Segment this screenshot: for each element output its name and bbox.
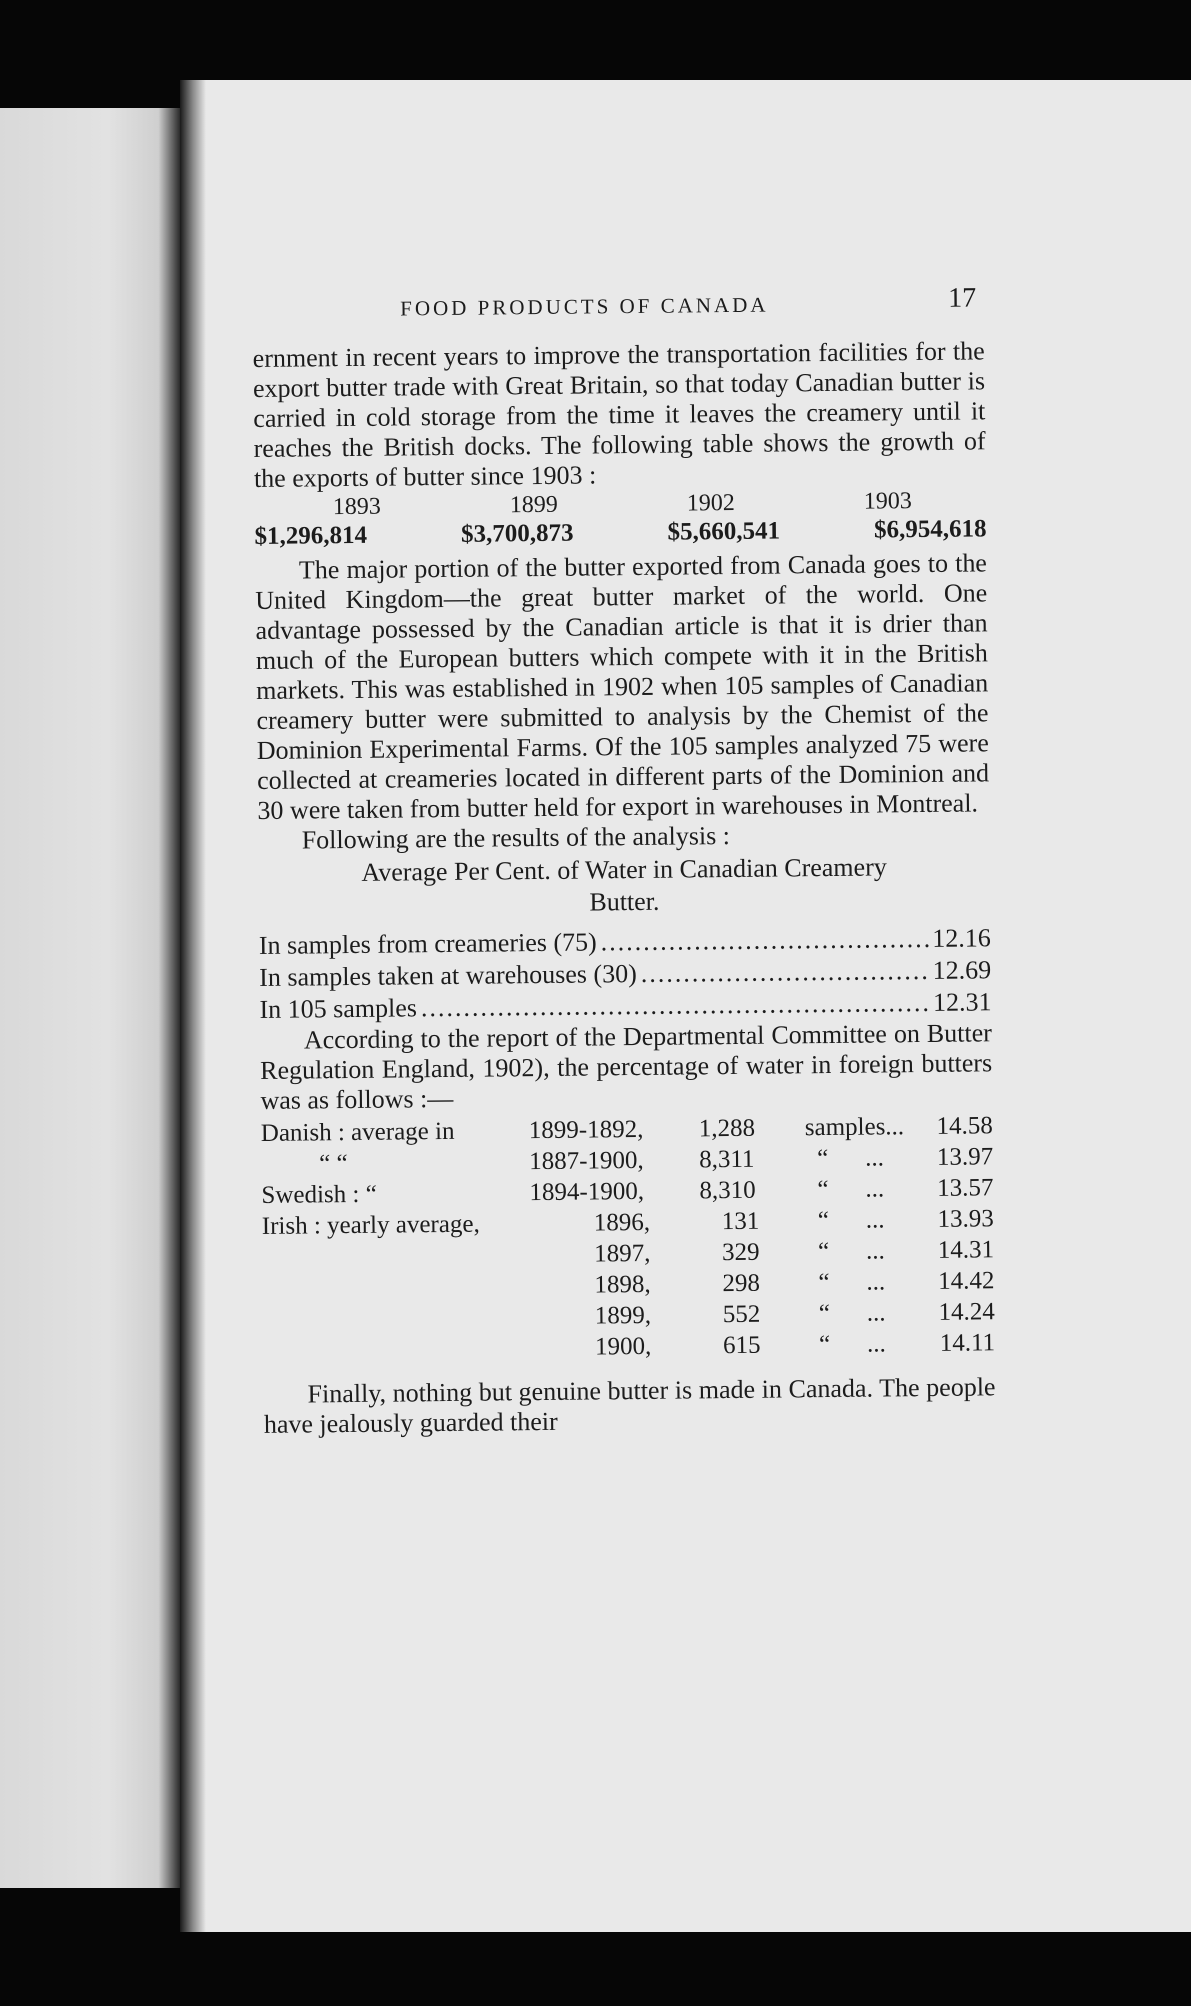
water-table-caption-line1: Average Per Cent. of Water in Canadian Creamery xyxy=(361,852,887,887)
foreign-row-dots: ... xyxy=(865,1175,885,1203)
foreign-row-period: 1896, xyxy=(593,1208,651,1237)
foreign-row-count: 615 xyxy=(722,1331,761,1360)
foreign-row-ditto: “ xyxy=(817,1238,830,1266)
book-gutter xyxy=(180,80,206,1932)
foreign-row-period: 1887-1900, xyxy=(529,1146,644,1176)
body-paragraph-5: Finally, nothing but genuine butter is made in Canada. The people have jealously guarded their xyxy=(263,1372,996,1439)
foreign-row-count: 8,310 xyxy=(699,1176,756,1205)
foreign-row-count: 8,311 xyxy=(698,1145,755,1174)
foreign-row-dots: ... xyxy=(866,1330,886,1358)
water-row-value: 12.69 xyxy=(932,955,992,985)
facing-page-edge xyxy=(0,108,180,1888)
body-paragraph-3: Following are the results of the analysis : xyxy=(301,821,731,855)
foreign-row-dots: ... xyxy=(866,1299,886,1327)
foreign-row-label: Danish : average in xyxy=(260,1117,455,1147)
foreign-row-dots: ... xyxy=(865,1237,885,1265)
foreign-butter-table xyxy=(261,1110,996,1366)
running-head xyxy=(252,282,984,330)
export-year: 1899 xyxy=(509,491,558,519)
export-value: $3,700,873 xyxy=(460,519,574,548)
page-number: 17 xyxy=(947,282,977,314)
foreign-row-label: “ “ xyxy=(319,1150,348,1178)
dot-leader xyxy=(421,987,929,1024)
water-table-caption-line2: Butter. xyxy=(589,886,660,917)
foreign-row-period: 1894-1900, xyxy=(529,1177,645,1207)
foreign-row-value: 13.93 xyxy=(937,1205,994,1233)
foreign-row-ditto: “ xyxy=(817,1176,829,1204)
foreign-row-ditto: “ xyxy=(818,1269,830,1297)
foreign-row-value: 14.11 xyxy=(939,1329,996,1357)
foreign-row-count: 329 xyxy=(721,1238,760,1267)
intro-paragraph: ernment in recent years to improve the transportation facilities for the export butter trade with Great Britain, so that today Canadian butter is carried in cold storage from the time it leaves the creamery until it reaches the British docks. The following table shows the growth of the exports of butter since 1903 : xyxy=(252,336,986,493)
export-year: 1902 xyxy=(686,489,735,517)
foreign-row-ditto: “ xyxy=(818,1300,831,1328)
page-content xyxy=(252,282,996,1440)
foreign-row-label: Swedish : “ xyxy=(261,1180,377,1209)
foreign-row-period: 1900, xyxy=(594,1332,652,1361)
running-head-title: FOOD PRODUCTS OF CANADA xyxy=(400,292,769,321)
dot-leader xyxy=(641,955,929,990)
foreign-row-value: 13.57 xyxy=(937,1174,994,1202)
export-value: $1,296,814 xyxy=(254,521,368,550)
foreign-row-ditto: “ xyxy=(818,1331,831,1359)
water-row-value: 12.31 xyxy=(932,987,992,1017)
foreign-row-value: 14.24 xyxy=(938,1298,995,1326)
body-paragraph-4: According to the report of the Departmental Committee on Butter Regulation England, 1902), the percentage of water in foreign butters was as follows :— xyxy=(260,1018,993,1115)
water-row-label: In samples taken at warehouses (30) xyxy=(259,959,637,992)
foreign-row-value: 14.42 xyxy=(938,1267,995,1295)
foreign-row-value: 13.97 xyxy=(936,1143,994,1171)
water-row-label: In 105 samples xyxy=(259,993,418,1024)
water-table-caption xyxy=(258,850,991,922)
foreign-row-ditto: “ xyxy=(816,1145,829,1173)
water-row-value: 12.16 xyxy=(932,923,991,953)
foreign-row-unit: samples... xyxy=(804,1113,905,1142)
foreign-row-value: 14.31 xyxy=(937,1236,995,1264)
foreign-row-count: 298 xyxy=(722,1269,761,1298)
export-year: 1893 xyxy=(332,493,381,521)
foreign-row-period: 1899, xyxy=(594,1301,652,1330)
foreign-row-dots: ... xyxy=(865,1206,885,1234)
foreign-row-count: 131 xyxy=(721,1207,760,1236)
export-value: $5,660,541 xyxy=(667,517,781,546)
foreign-row-period: 1899-1892, xyxy=(528,1115,644,1145)
exports-values-row xyxy=(254,514,986,552)
export-value: $6,954,618 xyxy=(873,515,987,544)
foreign-row-dots: ... xyxy=(864,1144,885,1172)
foreign-row-label: Irish : yearly average, xyxy=(261,1210,480,1240)
foreign-row-ditto: “ xyxy=(817,1207,830,1235)
dot-leader xyxy=(601,923,929,958)
foreign-row-count: 552 xyxy=(722,1300,761,1329)
foreign-row-period: 1898, xyxy=(594,1270,651,1299)
foreign-row-period: 1897, xyxy=(593,1239,651,1268)
water-row-label: In samples from creameries (75) xyxy=(258,927,597,960)
foreign-row-value: 14.58 xyxy=(936,1112,993,1140)
export-year: 1903 xyxy=(863,488,912,515)
foreign-row-count: 1,288 xyxy=(698,1114,756,1143)
foreign-row-dots: ... xyxy=(866,1268,886,1296)
body-paragraph-2: The major portion of the butter exported from Canada goes to the United Kingdom—the great butter market of the world. One advantage possessed by the Canadian article is that it is drier than much of the European butters which compete with it in the British markets. This was established in 1902 when 105 samples of Canadian creamery butter were submitted to analysis by the Chemist of the Dominion Experimental Farms. Of the 105 samples analyzed 75 were collected at creameries located in different parts of the Dominion and 30 were taken from butter held for export in warehouses in Montreal. xyxy=(255,548,990,825)
